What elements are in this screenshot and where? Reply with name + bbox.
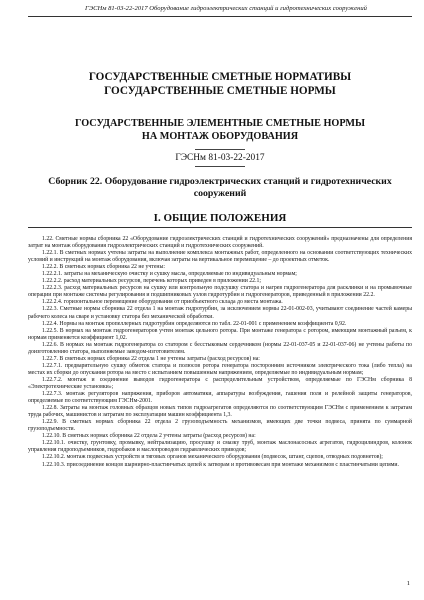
paragraph: 1.22.7. В сметных нормах сборника 22 отдела 1 не учтены затраты (расход ресурсов) на:: [42, 355, 260, 362]
code-rule-bottom: [195, 166, 245, 167]
paragraph: 1.22.2.1. затраты на механическую очистку и сушку масла, определяемые по индивидуальным нормам;: [42, 271, 297, 278]
paragraph: 1.22.6. В нормах на монтаж гидрогенератора со статором с бесстыковым сердечником (нормы 22-01-037-05 и 22-01-037-06) не учтены работы по доизготовлению статора, выполняемые заводом-изготовителем.: [28, 341, 412, 355]
title-line-2: ГОСУДАРСТВЕННЫЕ СМЕТНЫЕ НОРМЫ: [104, 85, 336, 97]
paragraph: 1.22.7.3. монтаж регуляторов напряжения, приборов автоматики, аппаратуры возбуждения, гашения поля и релейной защиты генераторов, определяемые по соответствующим ГЭСНм-2001.: [28, 391, 412, 405]
paragraph: 1.22.2.4. горизонтальное перемещение оборудования от приобъектного склада до места монтажа.: [42, 299, 283, 306]
paragraph: 1.22.1. В сметных нормах учтены затраты на выполнение комплекса монтажных работ, определенного на основании соответствующих технических условий и инструкций на монтаж оборудования, включая затраты на вертикальное перемещение – до проектных отметок.: [28, 250, 412, 264]
paragraph: 1.22.4. Нормы на монтаж пропеллерных гидротурбин определяются по табл. 22-01-001 с применением коэффициента 0,92.: [42, 320, 347, 327]
paragraph: 1.22.3. Сметные нормы сборника 22 отдела 1 на монтаж гидротурбин, за исключением нормы 22-01-002-03, учитывают соединение частей камеры рабочего колеса на сваре и установку статора без механической обработки.: [28, 306, 412, 320]
collection-title: [28, 176, 412, 200]
document-subtitle: [28, 118, 412, 143]
paragraph: 1.22.2. В сметных нормах сборника 22 не учтены:: [42, 264, 166, 271]
document-code: ГЭСНм 81-03-22-2017: [175, 153, 265, 163]
collection-line-1: Сборник 22. Оборудование гидроэлектрических станций и гидротехнических: [48, 176, 392, 187]
running-header: ГЭСНм 81-03-22-2017 Оборудование гидроэлектрических станций и гидротехнических сооружений: [85, 5, 367, 12]
header-rule: [28, 16, 412, 17]
paragraph: 1.22.8. Затраты на монтаж головных образцов новых типов гидроагрегатов определяются по соответствующим ГЭСНм с применением к затратам труда рабочих, машинистов и затратам по эксплуатации машин коэффициента 1,3.: [28, 405, 412, 419]
title-line-1: ГОСУДАРСТВЕННЫЕ СМЕТНЫЕ НОРМАТИВЫ: [88, 71, 352, 83]
document-title: [28, 70, 412, 98]
paragraph: 1.22.2.3. расход материальных ресурсов на сушку или контрольную подсушку статора и нагрев гидрогенератора для расклинки и на промывочные операции при монтаже системы регулирования и подшипниковых узлов гидротурбин и гидрогенераторов, приведенный в приложении 22.2.: [28, 285, 412, 299]
code-rule-top: [195, 149, 245, 150]
section-rule: [28, 227, 412, 228]
paragraph: 1.22.9. В сметных нормах сборника 22 отдела 2 грузоподъемность механизмов, имеющих две точки подвеса, принята по суммарной грузоподъемности.: [28, 419, 412, 433]
paragraph: 1.22.10.1. очистку, грунтовку, промывку, нейтрализацию, просушку и смазку труб, монтаж маслонасосных агрегатов, гидроцилиндров, колонок управления гидроподъемников, гидробаков и маслопроводов гидравлических приводов;: [28, 440, 412, 454]
paragraph: 1.22.2.2. расход материальных ресурсов, перечень которых приведен в приложении 22.1;: [42, 278, 262, 285]
paragraph: 1.22.5. В нормах на монтаж гидрогенераторов учтен монтаж цельного ротора. При монтаже генератора с ротором, имеющим монтажный разъем, к нормам применяется коэффициент 1,02.: [28, 327, 412, 341]
paragraph: 1.22.10. В сметных нормах сборника 22 отдела 2 учтены затраты (расход ресурсов) на:: [42, 433, 256, 440]
paragraph: 1.22.7.1. предварительную сушку обмоток статора и полюсов ротора генератора посторонним источником электрического тока (либо тепла) на местах их сборки до опускания ротора на место с испытанием повышенным напряжением, определяемые по индивидуальным нормам;: [28, 362, 412, 376]
page-number: 1: [406, 580, 410, 587]
paragraph: 1.22. Сметные нормы сборника 22 «Оборудование гидроэлектрических станций и гидротехнических сооружений» предназначены для определения затрат на монтаж оборудования гидроэлектрических станций и гидротехнических сооружений.: [28, 236, 412, 250]
body-text: [28, 236, 412, 469]
collection-line-2: сооружений: [193, 188, 247, 199]
section-heading: I. ОБЩИЕ ПОЛОЖЕНИЯ: [153, 212, 287, 224]
paragraph: 1.22.10.3. присоединение концов шарнирно-пластинчатых цепей к затворам и противовесам при монтаже механизмов с пластинчатыми цепями.: [42, 461, 399, 468]
subtitle-line-1: ГОСУДАРСТВЕННЫЕ ЭЛЕМЕНТНЫЕ СМЕТНЫЕ НОРМЫ: [75, 118, 365, 129]
paragraph: 1.22.7.2. монтаж и соединение выводов гидрогенератора с распределительным устройством, определяемые по ГЭСНм сборника 8 «Электротехнические установки»;: [28, 376, 412, 390]
subtitle-line-2: НА МОНТАЖ ОБОРУДОВАНИЯ: [141, 130, 299, 142]
paragraph: 1.22.10.2. монтаж подвесных устройств и тяговых органов механического оборудования (подвесок, штанг, сцепов, отводных подовнетов);: [42, 454, 383, 461]
